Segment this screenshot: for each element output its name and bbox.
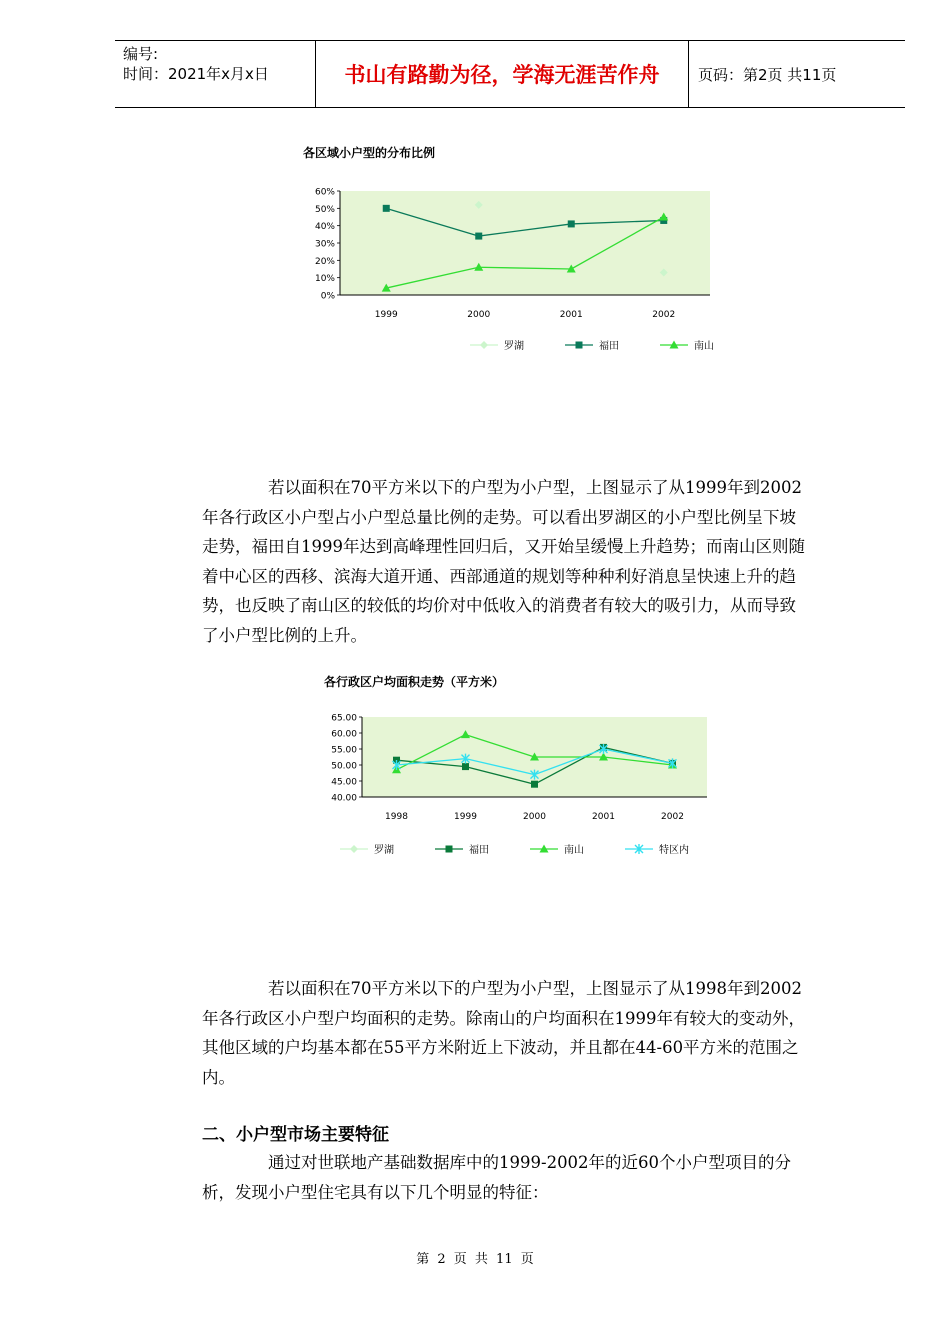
legend-marker-福田 xyxy=(576,342,583,349)
x-tick-label: 2002 xyxy=(661,812,684,822)
x-tick-label: 2000 xyxy=(467,310,491,320)
y-tick-label: 55.00 xyxy=(331,745,357,756)
legend-label-南山: 南山 xyxy=(564,845,584,856)
y-tick-label: 40.00 xyxy=(331,793,357,804)
data-point-福田 xyxy=(383,205,390,212)
paragraph-3-text: 通过对世联地产基础数据库中的1999-2002年的近60个小户型项目的分析，发现小户型住宅具有以下几个明显的特征： xyxy=(202,1153,792,1202)
plot-area xyxy=(340,191,710,295)
x-tick-label: 2002 xyxy=(652,310,676,320)
legend-label-福田: 福田 xyxy=(599,341,619,352)
header-motto: 书山有路勤为径，学海无涯苦作舟 xyxy=(316,41,689,107)
data-point-福田 xyxy=(531,781,538,788)
legend-label-特区内: 特区内 xyxy=(659,845,689,856)
data-point-福田 xyxy=(475,233,482,240)
paragraph-1-text: 若以面积在70平方米以下的户型为小户型，上图显示了从1999年到2002年各行政区小户型占小户型总量比例的走势。可以看出罗湖区的小户型比例呈下坡走势，福田自1999年达到高峰理性回归后，又开始呈缓慢上升趋势；而南山区则随着中心区的西移、滨海大道开通、西部通道的规划等种种利好消息呈快速上升的趋势，也反映了南山区的较低的均价对中低收入的消费者有较大的吸引力，从而导致了小户型比例的上升。 xyxy=(202,478,805,645)
page-footer: 第 2 页 共 11 页 xyxy=(416,1252,534,1267)
paragraph-2-text: 若以面积在70平方米以下的户型为小户型，上图显示了从1998年到2002年各行政区小户型户均面积的走势。除南山的户均面积在1999年有较大的变动外，其他区域的户均基本都在55平方米附近上下波动，并且都在44-60平方米的范围之内。 xyxy=(202,979,805,1087)
chart-small-unit-share xyxy=(285,135,730,370)
y-tick-label: 20% xyxy=(314,256,335,267)
x-tick-label: 2001 xyxy=(559,310,583,320)
y-tick-label: 10% xyxy=(314,274,335,285)
y-tick-label: 40% xyxy=(314,222,335,233)
paragraph-2 xyxy=(202,974,812,1092)
legend-label-罗湖: 罗湖 xyxy=(374,845,394,856)
header-meta xyxy=(115,41,316,107)
x-tick-label: 2001 xyxy=(592,812,615,822)
header-page-info: 页码：第2页 共11页 xyxy=(698,65,837,84)
x-tick-label: 2000 xyxy=(523,812,546,822)
legend-label-福田: 福田 xyxy=(469,845,489,856)
y-tick-label: 30% xyxy=(314,239,335,250)
chart-title: 各行政区户均面积走势（平方米） xyxy=(324,675,505,689)
legend-marker-罗湖 xyxy=(480,341,488,349)
y-tick-label: 0% xyxy=(320,291,335,302)
x-tick-label: 1999 xyxy=(454,812,477,822)
serial-label: 编号: xyxy=(123,45,159,63)
data-point-福田 xyxy=(568,220,575,227)
y-tick-label: 50% xyxy=(314,204,335,215)
y-tick-label: 60.00 xyxy=(331,729,357,740)
legend-marker-罗湖 xyxy=(350,845,358,853)
data-point-福田 xyxy=(462,763,469,770)
y-tick-label: 60% xyxy=(314,187,335,198)
paragraph-3 xyxy=(202,1148,812,1207)
y-tick-label: 65.00 xyxy=(331,713,357,724)
time-label: 时间：2021年x月x日 xyxy=(123,65,269,83)
x-tick-label: 1998 xyxy=(385,812,408,822)
page-header xyxy=(115,40,905,108)
section-heading: 二、小户型市场主要特征 xyxy=(202,1125,389,1145)
legend-label-罗湖: 罗湖 xyxy=(504,341,524,352)
paragraph-1 xyxy=(202,473,812,650)
chart-title: 各区域小户型的分布比例 xyxy=(303,146,436,160)
x-tick-label: 1999 xyxy=(374,310,398,320)
legend-label-南山: 南山 xyxy=(694,341,714,352)
legend-marker-福田 xyxy=(446,846,453,853)
chart-avg-area-trend xyxy=(300,668,730,868)
y-tick-label: 50.00 xyxy=(331,761,357,772)
y-tick-label: 45.00 xyxy=(331,777,357,788)
